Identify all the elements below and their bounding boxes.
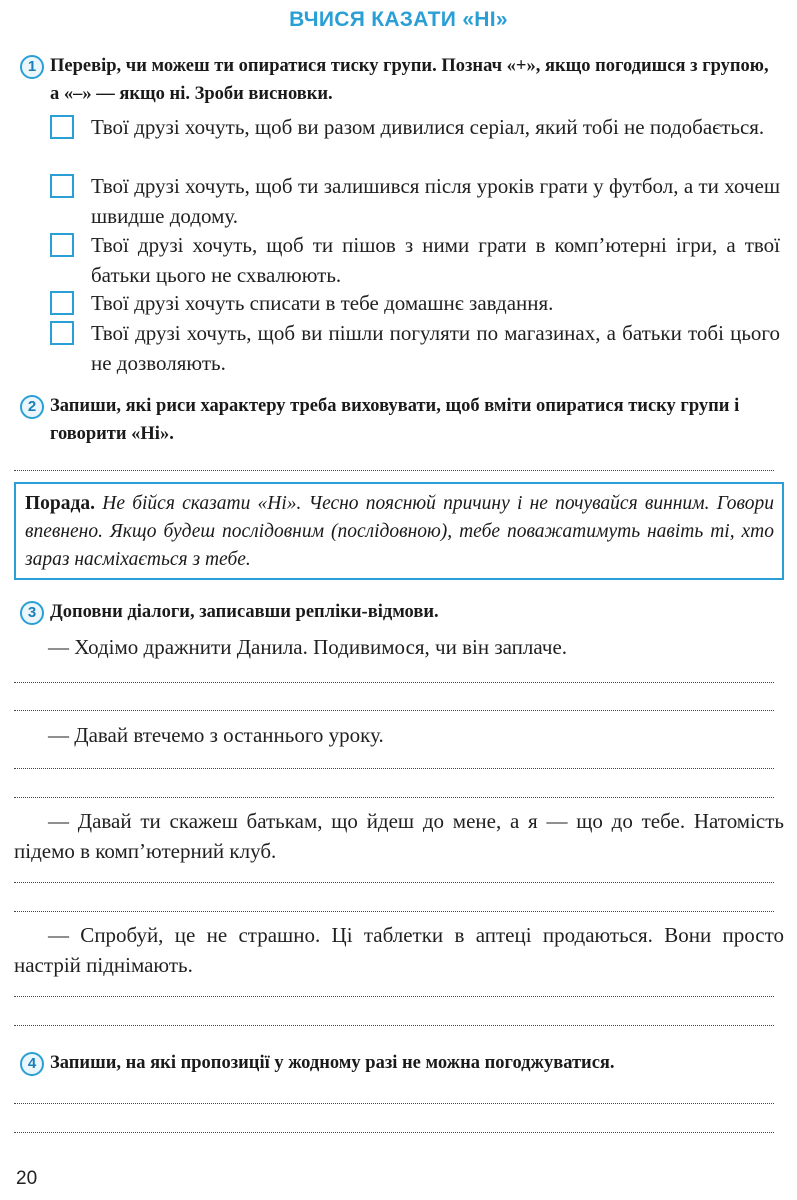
answer-line[interactable]: [14, 1132, 774, 1133]
checkbox[interactable]: [50, 321, 74, 345]
answer-line[interactable]: [14, 710, 774, 711]
answer-line[interactable]: [14, 682, 774, 683]
answer-line[interactable]: [14, 1103, 774, 1104]
task-3-number: 3: [20, 601, 44, 625]
answer-line[interactable]: [14, 1025, 774, 1026]
answer-line[interactable]: [14, 911, 774, 912]
answer-line[interactable]: [14, 797, 774, 798]
checkbox[interactable]: [50, 174, 74, 198]
answer-line[interactable]: [14, 768, 774, 769]
task-3-instruction: Доповни діалоги, записавши репліки-відмови.: [50, 602, 439, 622]
task-2-number: 2: [20, 395, 44, 419]
dialog-line: — Давай втечемо з останнього уроку.: [48, 723, 384, 747]
tip-text: Не бійся сказати «Ні». Чесно пояснюй причину і не почувайся винним. Говори впевнено. Якщо будеш послідовним (послідовною), тебе поважатимуть навіть ті, хто зараз насміхається з тебе.: [25, 493, 775, 570]
tip-box: [14, 482, 784, 580]
task-2-instruction: Запиши, які риси характеру треба виховувати, щоб вміти опиратися тиску групи і говорити «Ні».: [50, 396, 740, 444]
checkbox[interactable]: [50, 233, 74, 257]
task-1-item-text: Твої друзі хочуть списати в тебе домашнє завдання.: [91, 291, 554, 315]
task-1-item: [50, 288, 780, 318]
checkbox[interactable]: [50, 291, 74, 315]
task-1-item-text: Твої друзі хочуть, щоб ви пішли погуляти по магазинах, а батьки тобі цього не дозволяють.: [91, 321, 780, 375]
dialog-line: — Спробуй, це не страшно. Ці таблетки в аптеці продаються. Вони просто настрій піднімають.: [14, 923, 784, 977]
answer-line[interactable]: [14, 996, 774, 997]
dialog-line: — Давай ти скажеш батькам, що йдеш до мене, а я — що до тебе. Натомість підемо в комп’ютерний клуб.: [14, 809, 784, 863]
task-1-item: [50, 171, 780, 231]
task-1-item-text: Твої друзі хочуть, щоб ви разом дивилися серіал, який тобі не подобається.: [91, 115, 765, 139]
task-1-item-text: Твої друзі хочуть, щоб ти залишився після уроків грати у футбол, а ти хочеш швидше додому.: [91, 174, 780, 228]
page-title: ВЧИСЯ КАЗАТИ «НІ»: [289, 8, 508, 31]
task-4-instruction: Запиши, на які пропозиції у жодному разі не можна погоджуватися.: [50, 1053, 615, 1073]
dialog-line: — Ходімо дражнити Данила. Подивимося, чи він заплаче.: [48, 635, 568, 659]
task-1-item-text: Твої друзі хочуть, щоб ти пішов з ними грати в комп’ютерні ігри, а твої батьки цього не схвалюють.: [91, 233, 780, 287]
task-1-item: [50, 112, 780, 172]
page-number: 20: [16, 1168, 38, 1189]
task-1-instruction: Перевір, чи можеш ти опиратися тиску групи. Познач «+», якщо погодишся з групою, а «–» — якщо ні. Зроби висновки.: [50, 56, 769, 104]
task-1-number: 1: [20, 55, 44, 79]
checkbox[interactable]: [50, 115, 74, 139]
tip-label: Порада.: [25, 493, 96, 514]
answer-line[interactable]: [14, 882, 774, 883]
task-1-item: [50, 230, 780, 290]
task-4-number: 4: [20, 1052, 44, 1076]
task-1-item: [50, 318, 780, 378]
answer-line[interactable]: [14, 470, 774, 471]
